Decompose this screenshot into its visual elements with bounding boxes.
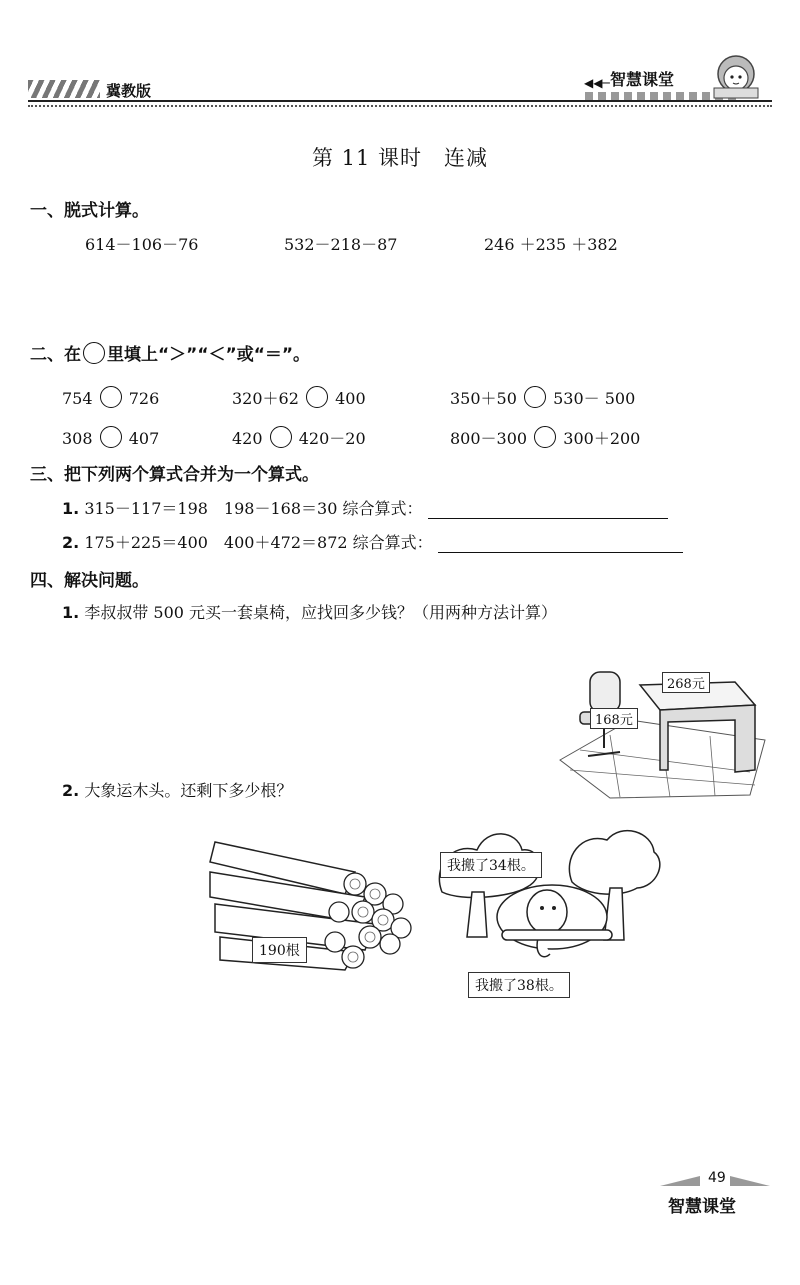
answer-circle[interactable] [524,386,546,408]
page-number: 49 [708,1170,726,1186]
question-number: 2. [62,533,80,552]
answer-circle[interactable] [100,426,122,448]
compare-right: 300＋200 [563,429,641,448]
merge-text: 175＋225＝400 400＋472＝872 综合算式： [84,533,433,552]
header-rule [28,100,772,102]
question-number: 1. [62,499,80,518]
lesson-title: 第 11 课时 连减 [311,146,489,170]
answer-line[interactable] [438,552,683,553]
calc-problem-2: 532－218－87 [284,235,398,254]
question-number: 2. [62,781,80,800]
compare-left: 800－300 [450,429,528,448]
compare-item [62,386,159,408]
answer-circle[interactable] [534,426,556,448]
answer-circle[interactable] [270,426,292,448]
word-problem-2 [62,778,292,801]
question-number: 1. [62,603,80,622]
compare-item [232,426,366,449]
merge-item-2 [62,530,683,553]
girl-mascot-icon [706,52,766,100]
compare-left: 420 [232,429,263,448]
edition-label: 冀教版 [106,82,152,100]
elephants-trees-illustration [432,822,662,987]
answer-line[interactable] [428,518,668,519]
compare-item [62,426,159,448]
compare-right: 420－20 [298,429,366,448]
compare-item [450,426,640,449]
merge-text: 315－117＝198 198－168＝30 综合算式： [84,499,423,518]
compare-item [450,386,635,409]
log-pile-illustration [205,832,420,972]
answer-circle-icon [83,342,105,364]
answer-circle[interactable] [100,386,122,408]
compare-left: 350＋50 [450,389,517,408]
chair-price-tag: 168元 [590,708,638,729]
question-text: 李叔叔带 500 元买一套桌椅，应找回多少钱？（用两种方法计算） [84,603,558,622]
compare-right: 726 [128,389,160,408]
compare-left: 754 [62,389,93,408]
section2-heading [30,340,310,365]
header-stripes-decoration [28,80,100,98]
section2-heading-post: 里填上“＞”“＜”或“＝”。 [107,345,311,365]
desk-price-tag: 268元 [662,672,710,693]
arrow-icon: ◀◀─ [584,76,610,90]
section2-heading-pre: 二、在 [30,345,81,365]
header-dotted-rule [28,105,772,107]
section3-heading: 三、把下列两个算式合并为一个算式。 [30,465,319,485]
footer-brand: 智慧课堂 [668,1197,736,1217]
calc-problem-1: 614－106－76 [85,235,199,254]
section4-heading: 四、解决问题。 [30,571,149,591]
word-problem-1 [62,600,557,623]
elephant-speech-1: 我搬了34根。 [440,852,542,878]
calc-problem-3: 246 ＋235 ＋382 [484,235,618,254]
question-text: 大象运木头。还剩下多少根？ [84,781,293,800]
compare-left: 320＋62 [232,389,299,408]
compare-right: 400 [335,389,366,408]
compare-right: 407 [128,429,160,448]
compare-item [232,386,366,409]
compare-left: 308 [62,429,93,448]
desk-chair-illustration [550,660,770,800]
log-count-label: 190根 [252,937,307,963]
answer-circle[interactable] [306,386,328,408]
merge-item-1 [62,496,668,519]
compare-right: 530－ 500 [553,389,636,408]
elephant-speech-2: 我搬了38根。 [468,972,570,998]
section1-heading: 一、脱式计算。 [30,201,149,221]
brand-label: 智慧课堂 [610,70,675,89]
